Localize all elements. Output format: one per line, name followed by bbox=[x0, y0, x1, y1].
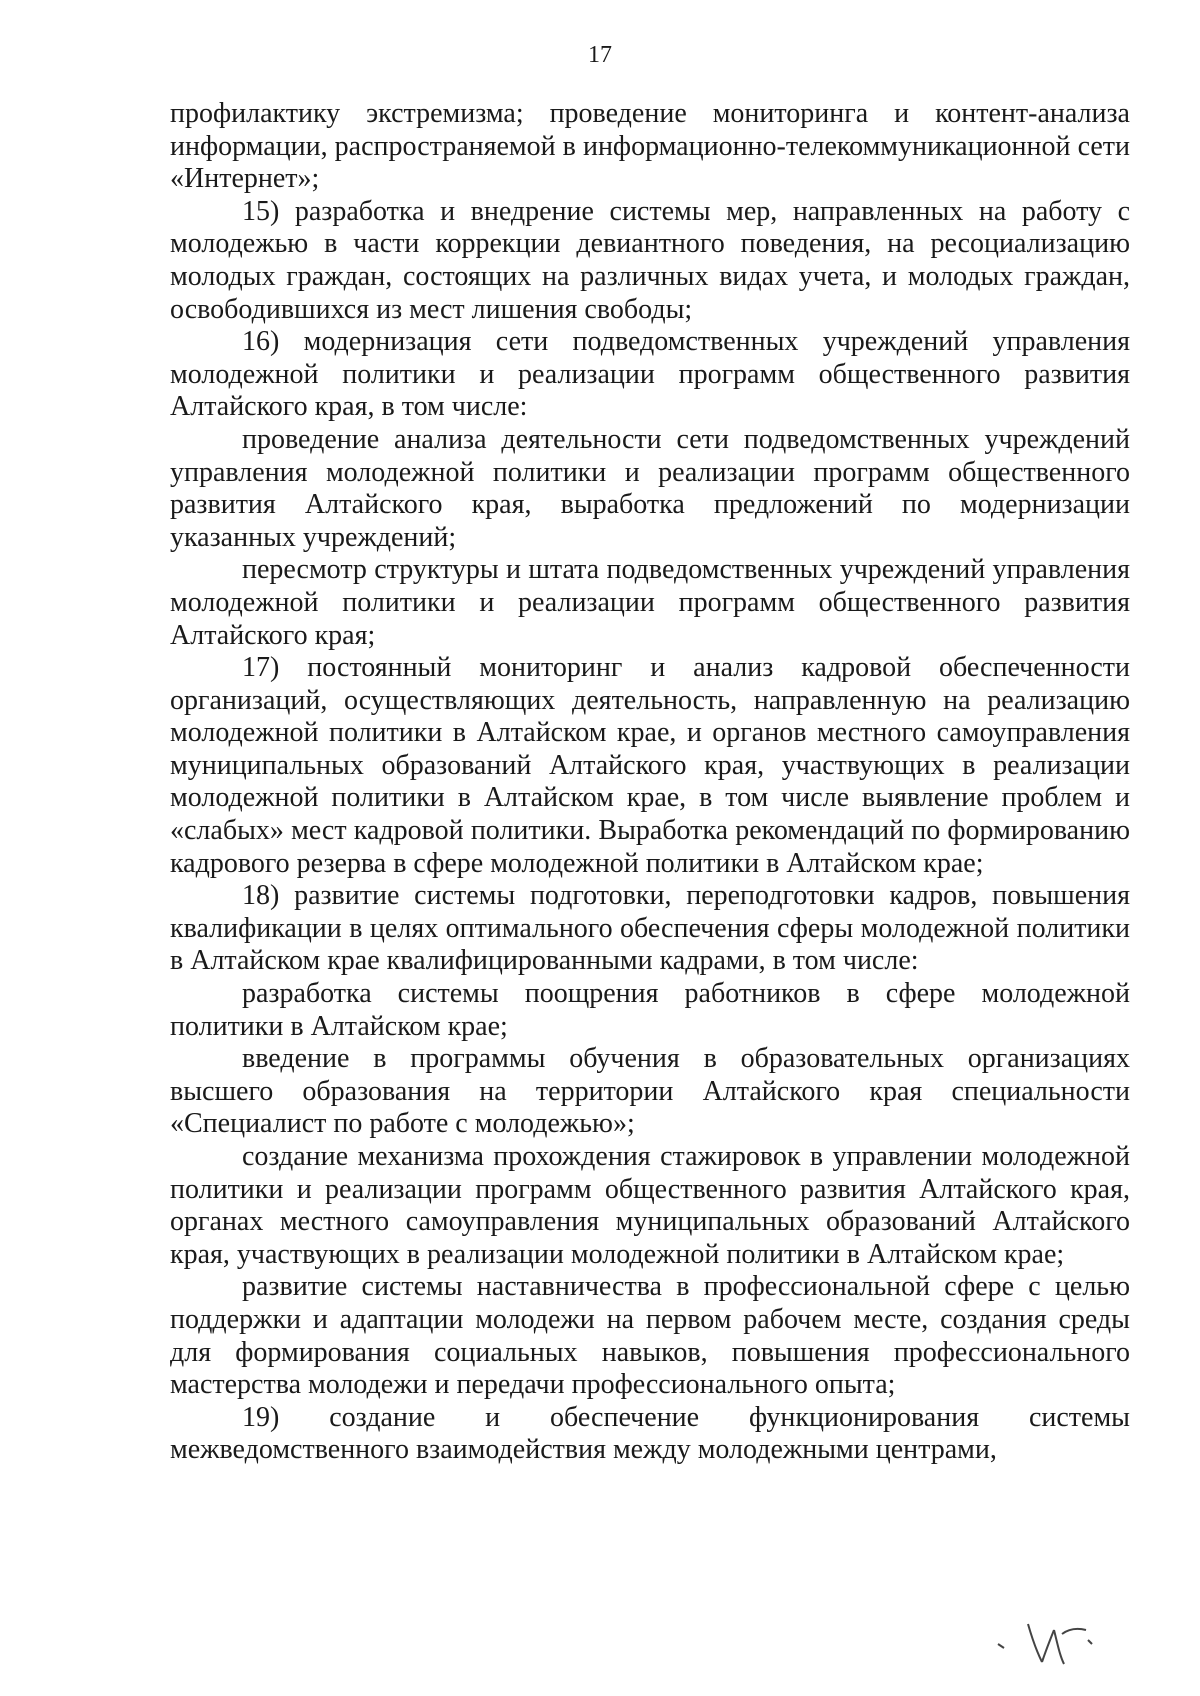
handwritten-initials-icon bbox=[988, 1616, 1108, 1676]
paragraph-item-16-structure: пересмотр структуры и штата подведомственных учреждений управления молодежной политики и реализации программ общественного развития Алтайского края; bbox=[170, 554, 1130, 651]
paragraph-item-18-mentoring: развитие системы наставничества в профессиональной сфере с целью поддержки и адаптации молодежи на первом рабочем месте, создания среды для формирования социальных навыков, повышения профессионального мастерства молодежи и передачи профессионального опыта; bbox=[170, 1271, 1130, 1401]
paragraph-item-18-incentives: разработка системы поощрения работников в сфере молодежной политики в Алтайском крае; bbox=[170, 978, 1130, 1042]
paragraph-item-15: 15) разработка и внедрение системы мер, направленных на работу с молодежью в части коррекции девиантного поведения, на ресоциализацию молодых граждан, состоящих на различных видах учета, и молодых граждан, освободившихся из мест лишения свободы; bbox=[170, 195, 1130, 325]
paragraph-item-16: 16) модернизация сети подведомственных учреждений управления молодежной политики и реализации программ общественного развития Алтайского края, в том числе: bbox=[170, 326, 1130, 423]
paragraph-item-16-analysis: проведение анализа деятельности сети подведомственных учреждений управления молодежной политики и реализации программ общественного развития Алтайского края, выработка предложений по модернизации указанных учреждений; bbox=[170, 423, 1130, 553]
page-number: 17 bbox=[588, 42, 612, 68]
paragraph-item-19: 19) создание и обеспечение функционирования системы межведомственного взаимодействия между молодежными центрами, bbox=[170, 1401, 1130, 1466]
paragraph-item-17: 17) постоянный мониторинг и анализ кадровой обеспеченности организаций, осуществляющих деятельность, направленную на реализацию молодежной политики в Алтайском крае, и органов местного самоуправления муниципальных образований Алтайского края, участвующих в реализации молодежной политики в Алтайском крае, в том числе выявление проблем и «слабых» мест кадровой политики. Выработка рекомендаций по формированию кадрового резерва в сфере молодежной политики в Алтайском крае; bbox=[170, 652, 1130, 879]
paragraph-item-18-internships: создание механизма прохождения стажировок в управлении молодежной политики и реализации программ общественного развития Алтайского края, органах местного самоуправления муниципальных образований Алтайского края, участвующих в реализации молодежной политики в Алтайском крае; bbox=[170, 1141, 1130, 1270]
document-body bbox=[170, 98, 1130, 1467]
paragraph-continuation: профилактику экстремизма; проведение мониторинга и контент-анализа информации, распространяемой в информационно-телекоммуникационной сети «Интернет»; bbox=[170, 98, 1130, 195]
paragraph-item-18: 18) развитие системы подготовки, переподготовки кадров, повышения квалификации в целях оптимального обеспечения сферы молодежной политики в Алтайском крае квалифицированными кадрами, в том числе: bbox=[170, 880, 1130, 977]
paragraph-item-18-programs: введение в программы обучения в образовательных организациях высшего образования на территории Алтайского края специальности «Специалист по работе с молодежью»; bbox=[170, 1043, 1130, 1140]
